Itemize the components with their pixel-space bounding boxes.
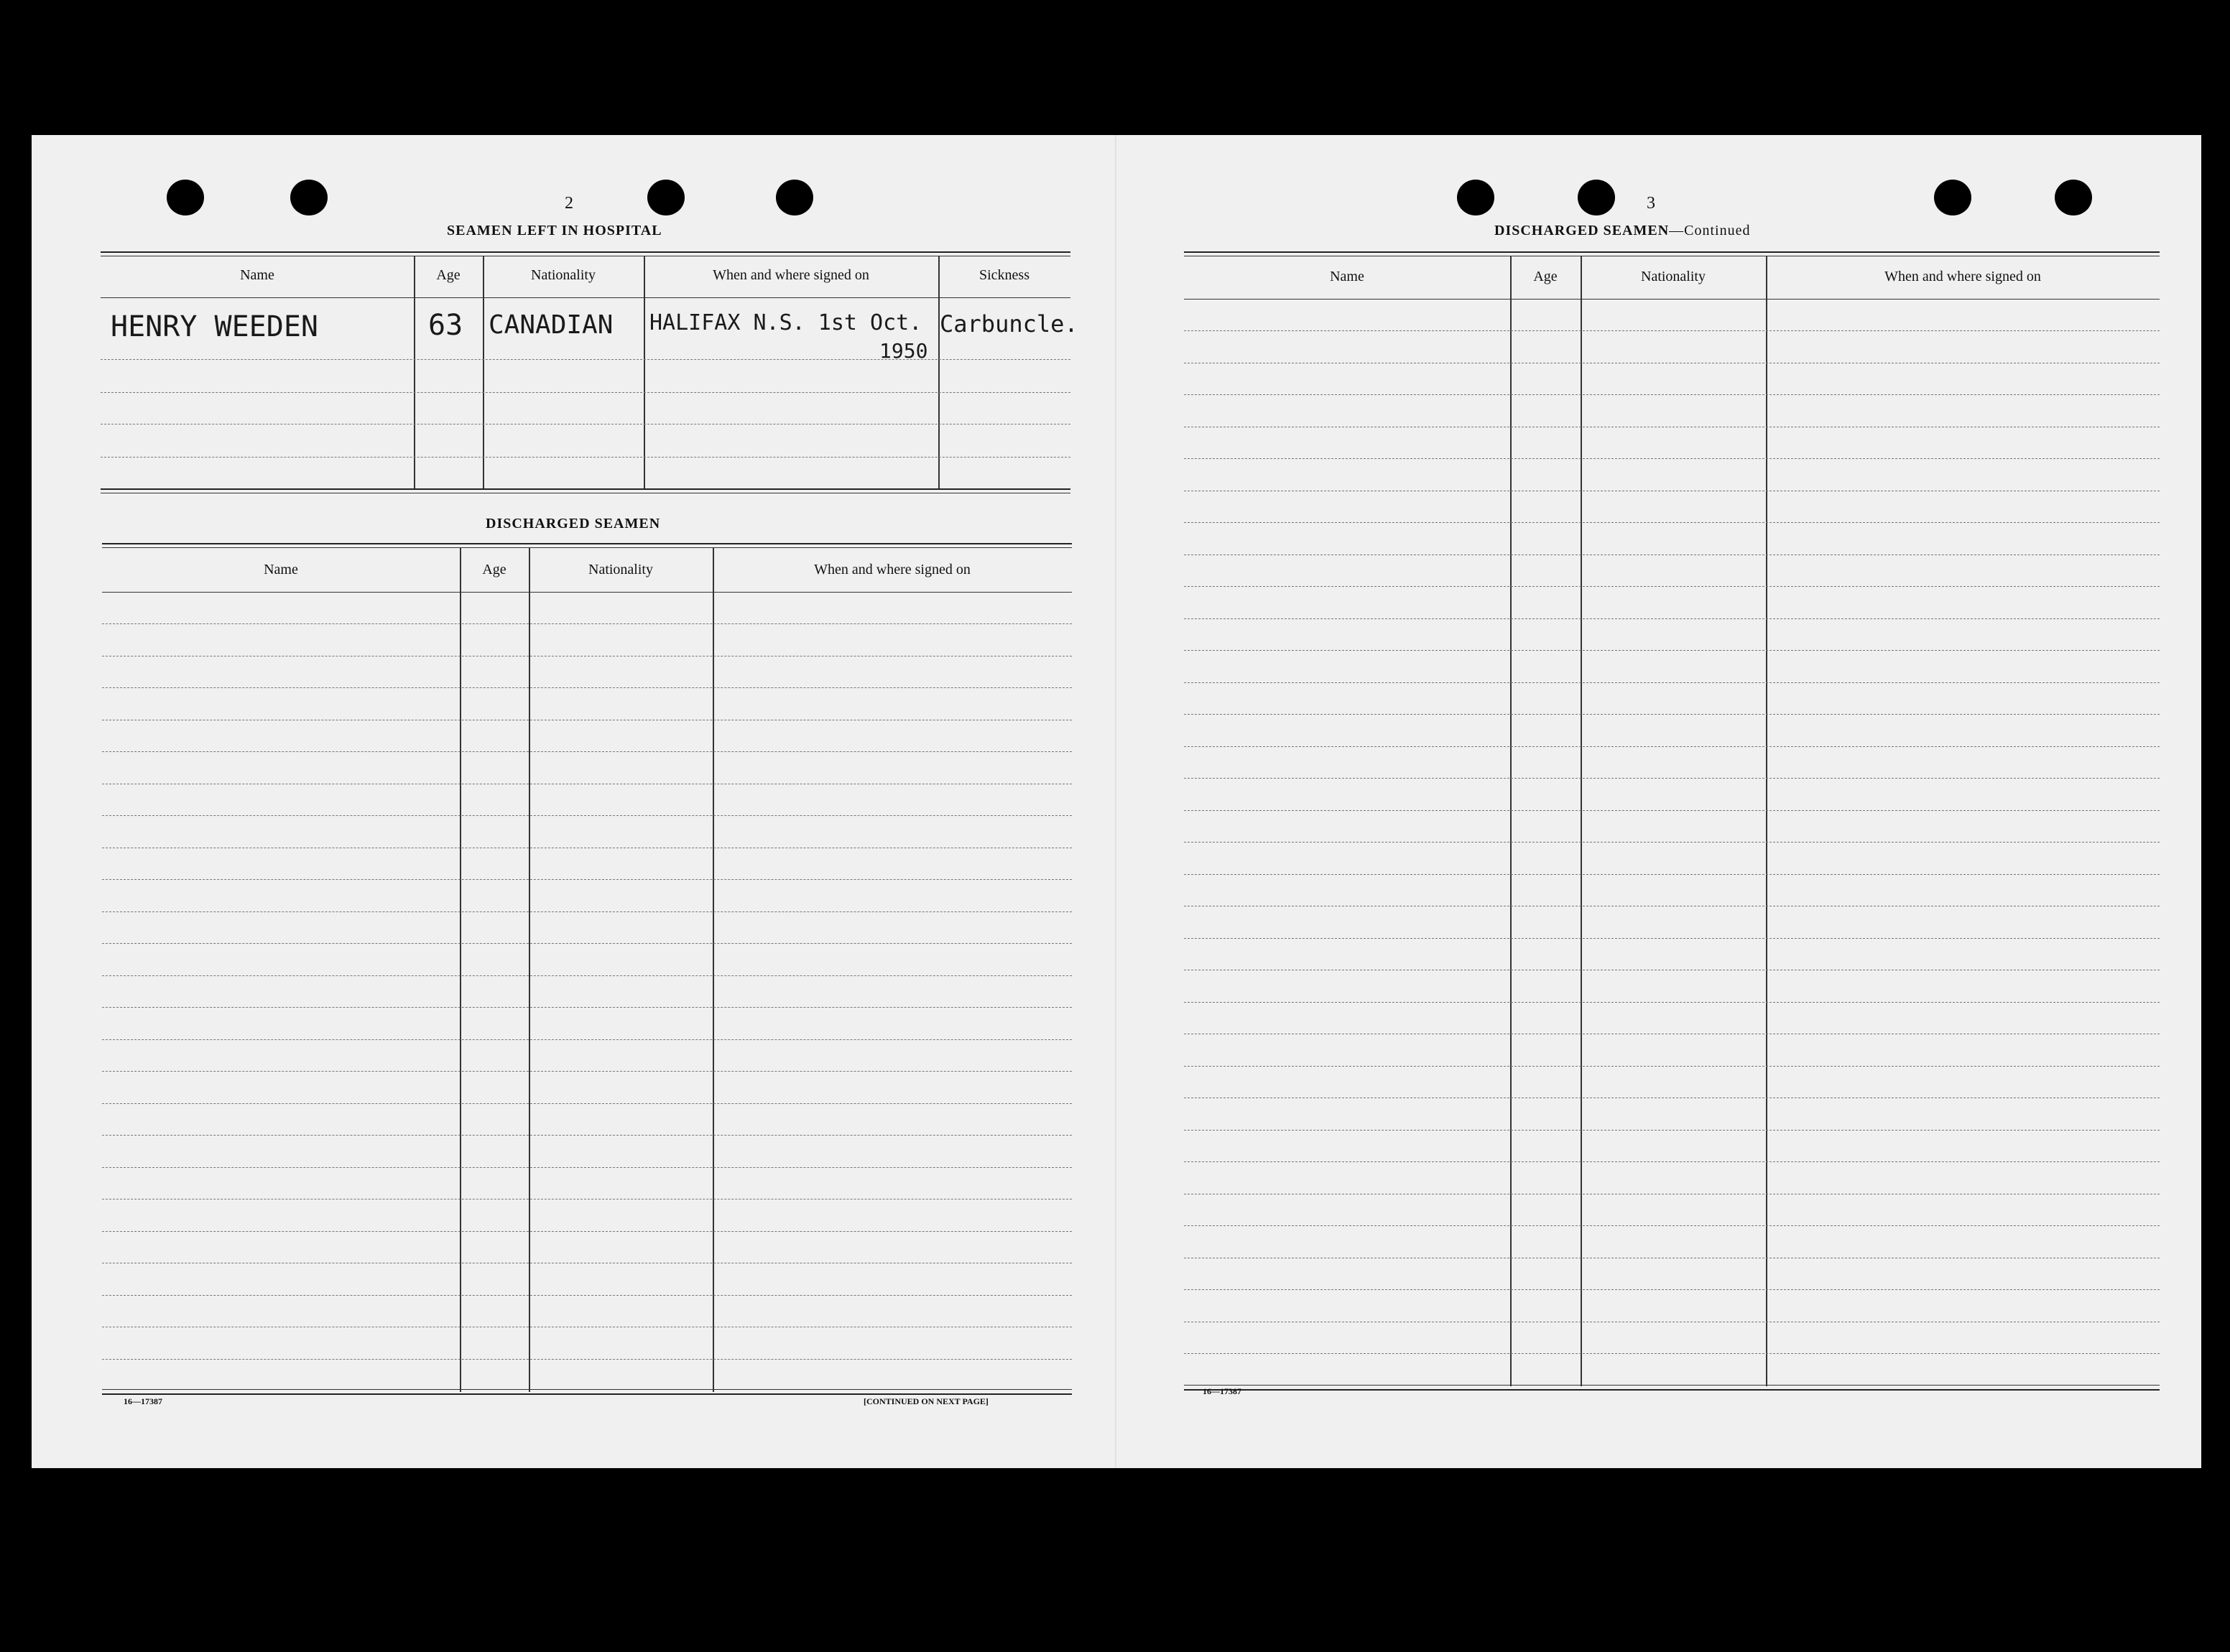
entry-nationality: CANADIAN [489,310,614,340]
table-row [102,1007,1072,1008]
heading-cont: —Continued [1669,223,1751,238]
col-name: Name [240,267,274,283]
table-row [1184,810,2160,811]
table-row [1184,618,2160,619]
table-row [1184,1066,2160,1067]
heading-text: DISCHARGED SEAMEN [1494,223,1670,238]
col-nationality: Nationality [531,267,596,283]
table-row [102,975,1072,976]
col-name: Name [1330,269,1364,284]
entry-name: HENRY WEEDEN [111,310,318,343]
table-row [102,815,1072,816]
table-row [1184,778,2160,779]
entry-sickness: Carbuncle. [940,310,1078,338]
col-signed-on: When and where signed on [814,562,971,577]
table-row [102,1039,1072,1040]
table-row [102,687,1072,688]
punch-hole [1578,180,1615,215]
col-nationality: Nationality [1641,269,1706,284]
page-number-right: 3 [1647,194,1655,213]
table-row [1184,1225,2160,1226]
punch-hole [1934,180,1971,215]
discharged-table-left [102,543,1072,1405]
col-age: Age [436,267,461,283]
table-row [1184,874,2160,875]
table-row [1184,842,2160,843]
table-row [1184,714,2160,715]
table-row [1184,554,2160,555]
table-row [1184,1161,2160,1162]
discharged-continued-heading [1494,223,1751,239]
table-row [1184,394,2160,395]
footer-form-number-right: 16—17387 [1203,1386,1241,1396]
col-signed-on: When and where signed on [1884,269,2041,284]
table-row [1184,1353,2160,1354]
footer-form-number-left: 16—17387 [124,1396,162,1406]
table-row [102,1167,1072,1168]
punch-hole [647,180,685,215]
table-row [1184,458,2160,459]
table-row [102,1359,1072,1360]
table-row [102,1135,1072,1136]
table-row [102,879,1072,880]
table-row [102,751,1072,752]
col-signed-on: When and where signed on [713,267,869,283]
table-row [1184,682,2160,683]
table-row [102,943,1072,944]
hospital-table [101,251,1078,496]
col-nationality: Nationality [588,562,653,577]
hospital-heading: SEAMEN LEFT IN HOSPITAL [447,223,662,238]
punch-hole [776,180,813,215]
entry-signed-on: HALIFAX N.S. 1st Oct. [649,310,922,335]
punch-hole [2055,180,2092,215]
entry-age: 63 [428,309,463,342]
ledger-sheet [32,135,2201,1468]
table-row [1184,938,2160,939]
page-number-left: 2 [565,194,573,213]
discharged-table-right [1184,251,2160,1401]
table-row [102,1103,1072,1104]
table-row [1184,650,2160,651]
table-row [1184,1289,2160,1290]
table-row [1184,1002,2160,1003]
col-name: Name [264,562,298,577]
table-row [1184,746,2160,747]
punch-hole [167,180,204,215]
punch-hole [290,180,328,215]
table-row [1184,522,2160,523]
table-row [1184,1130,2160,1131]
table-row [102,911,1072,912]
table-row [1184,330,2160,331]
table-row [102,1295,1072,1296]
col-sickness: Sickness [979,267,1030,283]
discharged-heading: DISCHARGED SEAMEN [486,516,661,532]
page-fold [1115,135,1116,1468]
col-age: Age [482,562,506,577]
col-age: Age [1533,269,1558,284]
entry-signed-on-year: 1950 [879,339,928,363]
table-row [102,623,1072,624]
table-row [102,1231,1072,1232]
punch-hole [1457,180,1494,215]
table-row [102,1071,1072,1072]
table-row [1184,586,2160,587]
footer-continued-note: [CONTINUED ON NEXT PAGE] [864,1396,989,1406]
